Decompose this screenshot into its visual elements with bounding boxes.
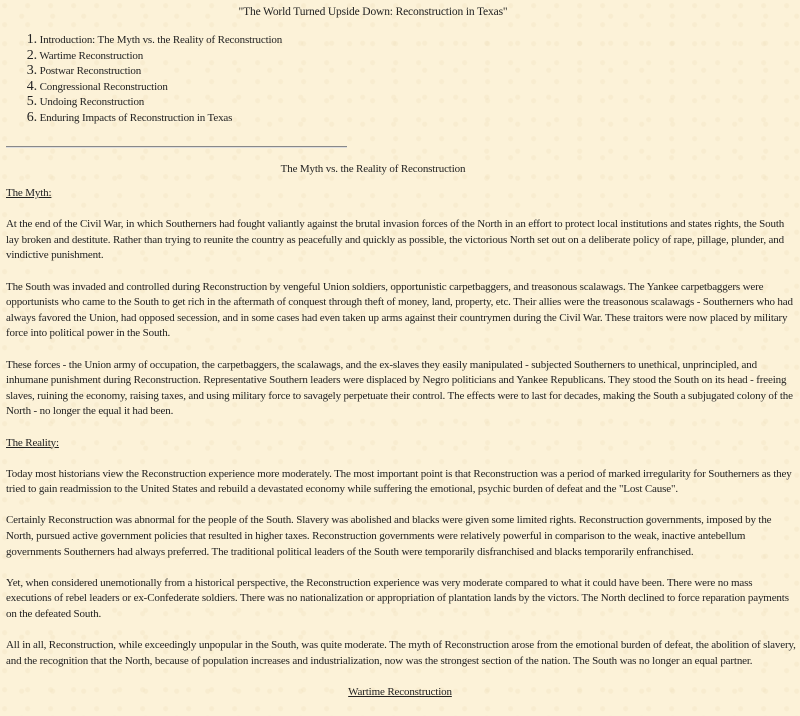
article-body bbox=[6, 186, 796, 716]
toc-link[interactable]: Introduction: The Myth vs. the Reality of Reconstruction bbox=[39, 34, 283, 46]
table-of-contents bbox=[0, 32, 282, 125]
toc-link[interactable]: Enduring Impacts of Reconstruction in Texas bbox=[39, 111, 233, 124]
paragraph: Certainly Reconstruction was abnormal for the people of the South. Slavery was abolished and blacks were given some limited rights. Reconstruction governments, imposed by the North, pursued active government policies that resulted in higher taxes. Reconstruction governments were relatively powerful in comparison to the weak, inactive antebellum governments Southerners had always preferred. The traditional political leaders of the South were temporarily disfranchised and blacks temporarily enfranchised. bbox=[6, 514, 772, 558]
toc-link[interactable]: Undoing Reconstruction bbox=[39, 96, 145, 108]
paragraph: All in all, Reconstruction, while exceedingly unpopular in the South, was quite moderate. The myth of Reconstruction arose from the emotional burden of defeat, the abolition of slavery, and the recognition that the North, because of population increases and industrialization, now was the strongest section of the nation. The South was no longer an equal partner. bbox=[6, 639, 796, 667]
paragraph: Today most historians view the Reconstruction experience more moderately. The most important point is that Reconstruction was a period of marked irregularity for Southerners as they tried to gain readmission to the United States and rebuild a devastated economy while suffering the emotional, psychic burden of defeat and the "Lost Cause". bbox=[6, 467, 792, 496]
divider bbox=[6, 146, 347, 148]
toc-number: 4. bbox=[26, 78, 37, 94]
section-title: The Myth vs. the Reality of Reconstruction bbox=[280, 163, 466, 175]
paragraph: The South was invaded and controlled during Reconstruction by vengeful Union soldiers, opportunistic carpetbaggers, and treasonous scalawags. The Yankee carpetbaggers were opportunists who came to the South to get rich in the aftermath of conquest through theft of money, land, property, etc. Their allies were the treasonous scalawags - Southerners who had always favored the Union, had opposed secession, and in some cases had even taken up arms against their countrymen during the Civil War. These traitors were now placed by military force into political power in the South. bbox=[6, 280, 793, 340]
toc-link[interactable]: Wartime Reconstruction bbox=[39, 49, 144, 62]
toc-item[interactable] bbox=[0, 63, 282, 79]
toc-item[interactable] bbox=[0, 32, 282, 48]
toc-item[interactable] bbox=[0, 110, 282, 126]
page-title: "The World Turned Upside Down: Reconstruction in Texas" bbox=[238, 6, 508, 18]
toc-number: 6. bbox=[26, 109, 37, 125]
paragraph: These forces - the Union army of occupation, the carpetbaggers, the scalawags, and the ex-slaves they easily manipulated - subjected Southerners to unethical, unprincipled, and inhumane punishment during Reconstruction. Representative Southern leaders were displaced by Negro politicians and Yankee Republicans. They stood the South on its head - freeing slaves, ruining the economy, raising taxes, and using military force to savagely perpetuate their control. The effects were to last for decades, making the South a subjugated colony of the North - no longer the equal it had been. bbox=[6, 358, 793, 418]
toc-number: 3. bbox=[26, 63, 37, 78]
toc-number: 5. bbox=[26, 94, 37, 109]
toc-item[interactable] bbox=[0, 94, 282, 110]
toc-number: 2. bbox=[26, 47, 37, 63]
myth-heading: The Myth: bbox=[6, 187, 52, 199]
toc-link[interactable]: Congressional Reconstruction bbox=[39, 80, 168, 93]
reality-heading: The Reality: bbox=[6, 436, 59, 449]
paragraph: Yet, when considered unemotionally from a historical perspective, the Reconstruction experience was very moderate compared to what it could have been. There were no mass executions of rebel leaders or ex-Confederate soldiers. There was no nationalization or appropriation of plantation lands by the victors. The North declined to force reparation payments on the defeated South. bbox=[6, 576, 789, 621]
toc-item[interactable] bbox=[0, 79, 282, 95]
toc-item[interactable] bbox=[0, 48, 282, 64]
toc-link[interactable]: Postwar Reconstruction bbox=[39, 65, 142, 77]
next-section-heading: Wartime Reconstruction bbox=[348, 686, 452, 698]
paragraph: At the end of the Civil War, in which Southerners had fought valiantly against the brutal invasion forces of the North in an effort to protect local institutions and states rights, the South lay broken and destitute. Rather than trying to reunite the country as peacefully and quickly as possible, the victorious North set out on a deliberate policy of rape, pillage, plunder, and vindictive punishment. bbox=[6, 218, 785, 262]
toc-number: 1. bbox=[26, 32, 37, 47]
